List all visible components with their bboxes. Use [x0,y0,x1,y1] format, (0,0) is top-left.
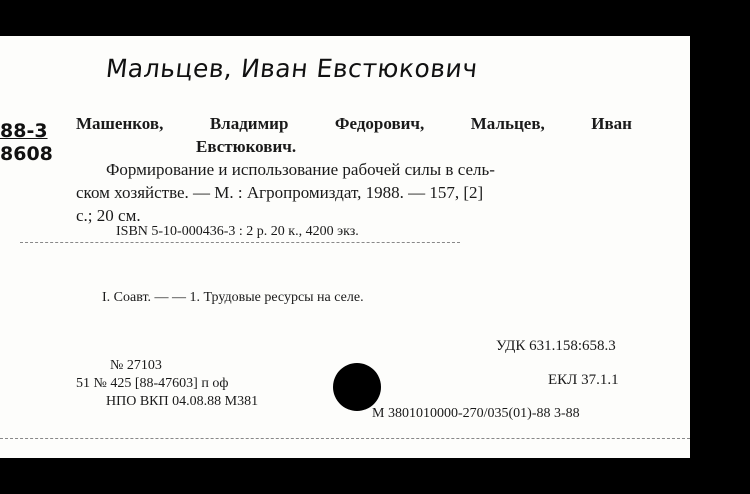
card-number: № 27103 [110,358,162,373]
call-number-bottom: 8608 [0,143,53,165]
author-heading [76,112,632,135]
bottom-divider [0,438,690,439]
author1-surname: Машенков, [76,114,164,133]
author2-name: Иван [591,114,632,133]
author2-surname: Мальцев, [470,114,545,133]
handwritten-author: Мальцев, Иван Евстюкович [104,54,480,83]
mk-code: М 3801010000-270/035(01)-88 3-88 [372,406,580,421]
title-line-3: с.; 20 см. [76,206,141,225]
catalog-card [0,36,690,458]
udk-code: УДК 631.158:658.3 [496,338,616,354]
bibliographic-entry [76,112,636,227]
call-number-top: 88-3 [0,120,48,142]
print-line: 51 № 425 [88-47603] п оф [76,376,229,391]
title-line-1: Формирование и использование рабочей силы в сель- [106,160,495,179]
title-line-2: ском хозяйстве. — М. : Агропромиздат, 1988. — 157, [2] [76,183,484,202]
isbn-line: ISBN 5-10-000436-3 : 2 р. 20 к., 4200 экз. [116,224,359,239]
punch-hole [333,363,381,411]
call-number [0,120,53,166]
author2-patronymic: Евстюкович. [196,137,297,156]
contents-line: I. Соавт. — — 1. Трудовые ресурсы на селе. [102,290,364,305]
author1-patronymic: Федорович, [334,114,425,133]
npo-line: НПО ВКП 04.08.88 М381 [106,394,259,409]
ekl-code: ЕКЛ 37.1.1 [548,372,619,388]
author1-name: Владимир [209,114,289,133]
divider [20,242,460,243]
